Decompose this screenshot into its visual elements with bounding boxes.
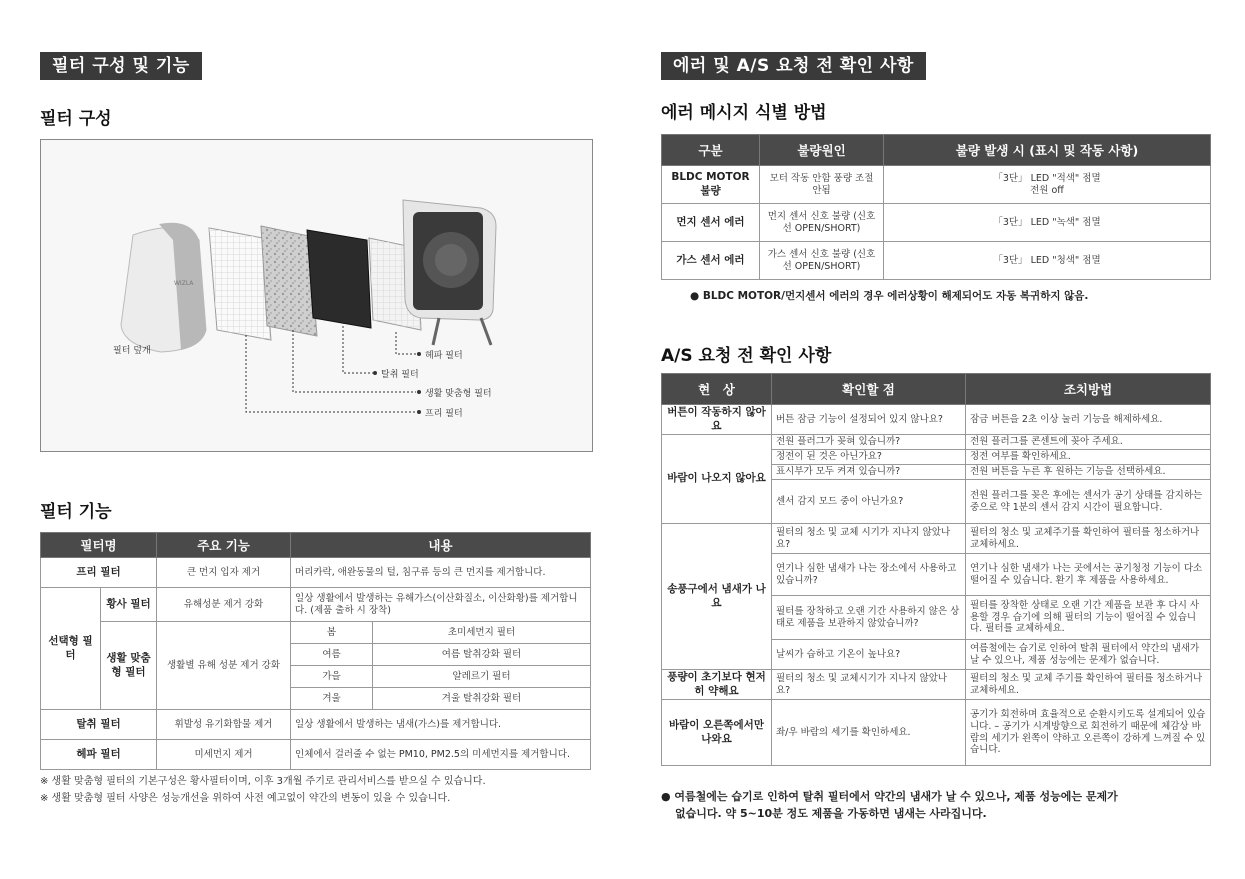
label-pre: 프리 필터: [425, 409, 463, 419]
filter-description: 일상 생활에서 발생하는 냄새(가스)를 제거합니다.: [291, 710, 591, 740]
check-item: 전원 플러그가 꽂혀 있습니까?: [772, 435, 966, 450]
symptom: 송풍구에서 냄새가 나요: [662, 524, 772, 670]
symptom: 풍량이 초기보다 현저히 약해요: [662, 670, 772, 700]
header-symptom: 현 상: [662, 374, 772, 405]
error-action: [884, 166, 1211, 204]
table-row: [41, 558, 591, 588]
header-filter-name: 필터명: [41, 533, 157, 558]
filter-description: 인체에서 걸러줄 수 없는 PM10, PM2.5의 미세먼지를 제거합니다.: [291, 740, 591, 770]
filter-exploded-illustration: [41, 140, 592, 451]
error-type: BLDC MOTOR 불량: [662, 166, 760, 204]
table-row: [662, 166, 1211, 204]
header-main-function: 주요 기능: [157, 533, 291, 558]
fix-item: 필터의 청소 및 교체 주기를 확인하여 필터를 청소하거나 교체하세요.: [966, 670, 1211, 700]
table-row: [41, 588, 591, 622]
filter-function: 생활별 유해 성분 제거 강화: [157, 622, 291, 710]
filter-note-2: ※ 생활 맞춤형 필터 사양은 성능개선을 위하여 사전 예고없이 약간의 변동이 있을 수 있습니다.: [40, 793, 451, 804]
filter-name: 황사 필터: [101, 588, 157, 622]
brand-logo: WIZLA: [174, 280, 194, 287]
filter-cover-shape: [121, 223, 206, 352]
optional-filter-label: 선택형 필터: [41, 588, 101, 710]
check-item: 정전이 된 것은 아닌가요?: [772, 450, 966, 465]
filter-function: 유해성분 제거 강화: [157, 588, 291, 622]
table-row: [662, 405, 1211, 435]
filter-name: 프리 필터: [41, 558, 157, 588]
error-type: 가스 센서 에러: [662, 242, 760, 280]
season-label: 봄: [291, 622, 373, 644]
fix-item: 공기가 회전하며 효율적으로 순환시키도록 설계되어 있습니다. – 공기가 시계방향으로 회전하기 때문에 체감상 바람의 세기가 왼쪽이 약하고 오른쪽이 강하게 느껴질 수 있습니다.: [966, 700, 1211, 766]
check-item: 필터의 청소 및 교체 시기가 지나지 않았나요?: [772, 524, 966, 554]
error-cause: 모터 작동 안함 풍량 조절 안됨: [760, 166, 884, 204]
as-note-line-2: 없습니다. 약 5~10분 정도 제품을 가동하면 냄새는 사라집니다.: [675, 807, 987, 820]
table-row: [662, 524, 1211, 554]
table-row: [41, 622, 591, 644]
as-check-title: A/S 요청 전 확인 사항: [661, 346, 832, 366]
season-label: 여름: [291, 644, 373, 666]
fix-item: 연기나 심한 냄새가 나는 곳에서는 공기청정 기능이 다소 떨어질 수 있습니다. 환기 후 제품을 사용하세요.: [966, 554, 1211, 596]
table-row: [662, 204, 1211, 242]
error-action: 「3단」 LED "청색" 점멸: [884, 242, 1211, 280]
fix-item: 필터를 장착한 상태로 오랜 기간 제품을 보관 후 다시 사용할 경우 습기에 의해 필터의 기능이 떨어질 수 있습니다. 필터를 교체하세요.: [966, 596, 1211, 640]
season-label: 가을: [291, 666, 373, 688]
header-cause: 불량원인: [760, 135, 884, 166]
right-section-title: 에러 및 A/S 요청 전 확인 사항: [661, 52, 926, 80]
error-note: ● BLDC MOTOR/먼지센서 에러의 경우 에러상황이 해제되어도 자동 복귀하지 않음.: [690, 290, 1089, 302]
error-action-line-2: 전원 off: [1030, 184, 1064, 196]
table-row: [41, 740, 591, 770]
fix-item: 전원 플러그를 콘센트에 꽂아 주세요.: [966, 435, 1211, 450]
header-type: 구분: [662, 135, 760, 166]
error-type: 먼지 센서 에러: [662, 204, 760, 242]
error-cause: 가스 센서 신호 불량 (신호선 OPEN/SHORT): [760, 242, 884, 280]
filter-function-title: 필터 기능: [40, 502, 112, 522]
filter-name: 탈취 필터: [41, 710, 157, 740]
filter-note-1: ※ 생활 맞춤형 필터의 기본구성은 황사필터이며, 이후 3개월 주기로 관리서비스를 받으실 수 있습니다.: [40, 776, 486, 787]
filter-description: 머리카락, 애완동물의 털, 침구류 등의 큰 먼지를 제거합니다.: [291, 558, 591, 588]
check-item: 날씨가 습하고 기온이 높나요?: [772, 640, 966, 670]
fix-item: 잠금 버튼을 2초 이상 눌러 기능을 해제하세요.: [966, 405, 1211, 435]
filter-composition-title: 필터 구성: [40, 109, 112, 129]
header-fix: 조치방법: [966, 374, 1211, 405]
table-row: [662, 435, 1211, 450]
left-section-title: 필터 구성 및 기능: [40, 52, 202, 80]
symptom: 바람이 나오지 않아요: [662, 435, 772, 524]
check-item: 표시부가 모두 켜져 있습니까?: [772, 465, 966, 480]
table-row: [662, 670, 1211, 700]
table-row: [41, 710, 591, 740]
season-filter: 여름 탈취강화 필터: [373, 644, 591, 666]
label-deodor: 탈취 필터: [381, 370, 419, 380]
label-custom: 생활 맞춤형 필터: [425, 389, 492, 399]
filter-name: 헤파 필터: [41, 740, 157, 770]
filter-function-table: [40, 532, 591, 770]
as-note-line-1: ● 여름철에는 습기로 인하여 탈취 필터에서 약간의 냄새가 날 수 있으나, 제품 성능에는 문제가: [661, 790, 1118, 803]
label-cover: 필터 덮개: [113, 346, 151, 356]
table-row: [662, 242, 1211, 280]
error-action: 「3단」 LED "녹색" 점멸: [884, 204, 1211, 242]
filter-function: 큰 먼지 입자 제거: [157, 558, 291, 588]
error-cause: 먼지 센서 신호 불량 (신호선 OPEN/SHORT): [760, 204, 884, 242]
fix-item: 여름철에는 습기로 인하여 탈취 필터에서 약간의 냄새가 날 수 있으나, 제품 성능에는 문제가 없습니다.: [966, 640, 1211, 670]
season-filter: 초미세먼지 필터: [373, 622, 591, 644]
error-action-line: 「3단」 LED "적색" 점멸: [993, 172, 1101, 184]
filter-description: 일상 생활에서 발생하는 유해가스(이산화질소, 이산화황)를 제거합니다. (제품 출하 시 장착): [291, 588, 591, 622]
check-item: 센서 감지 모드 중이 아닌가요?: [772, 480, 966, 524]
symptom: 버튼이 작동하지 않아요: [662, 405, 772, 435]
check-item: 연기나 심한 냄새가 나는 장소에서 사용하고 있습니까?: [772, 554, 966, 596]
filter-name: 생활 맞춤형 필터: [101, 622, 157, 710]
fix-item: 정전 여부를 확인하세요.: [966, 450, 1211, 465]
symptom: 바람이 오른쪽에서만 나와요: [662, 700, 772, 766]
header-action: 불량 발생 시 (표시 및 작동 사항): [884, 135, 1211, 166]
fix-item: 전원 플러그를 꽂은 후에는 센서가 공기 상태를 감지하는 중으로 약 1분의 센서 감지 시간이 필요합니다.: [966, 480, 1211, 524]
fix-item: 필터의 청소 및 교체주기를 확인하여 필터를 청소하거나 교체하세요.: [966, 524, 1211, 554]
filter-function: 휘발성 유기화합물 제거: [157, 710, 291, 740]
header-content: 내용: [291, 533, 591, 558]
label-hepa: 헤파 필터: [425, 351, 463, 361]
check-item: 버튼 잠금 기능이 설정되어 있지 않나요?: [772, 405, 966, 435]
filter-function: 미세먼지 제거: [157, 740, 291, 770]
error-identify-title: 에러 메시지 식별 방법: [661, 103, 827, 123]
check-item: 필터의 청소 및 교체시기가 지나지 않았나요?: [772, 670, 966, 700]
deodor-filter-shape: [307, 230, 371, 328]
error-table: [661, 134, 1211, 280]
check-item: 좌/우 바람의 세기를 확인하세요.: [772, 700, 966, 766]
filter-diagram: [40, 139, 593, 452]
check-item: 필터를 장착하고 오랜 기간 사용하지 않은 상태로 제품을 보관하지 않았습니까?: [772, 596, 966, 640]
as-check-table: [661, 373, 1211, 766]
season-filter: 알레르기 필터: [373, 666, 591, 688]
season-label: 겨울: [291, 688, 373, 710]
table-row: [662, 700, 1211, 766]
season-filter: 겨울 탈취강화 필터: [373, 688, 591, 710]
header-check: 확인할 점: [772, 374, 966, 405]
fix-item: 전원 버튼을 누른 후 원하는 기능을 선택하세요.: [966, 465, 1211, 480]
